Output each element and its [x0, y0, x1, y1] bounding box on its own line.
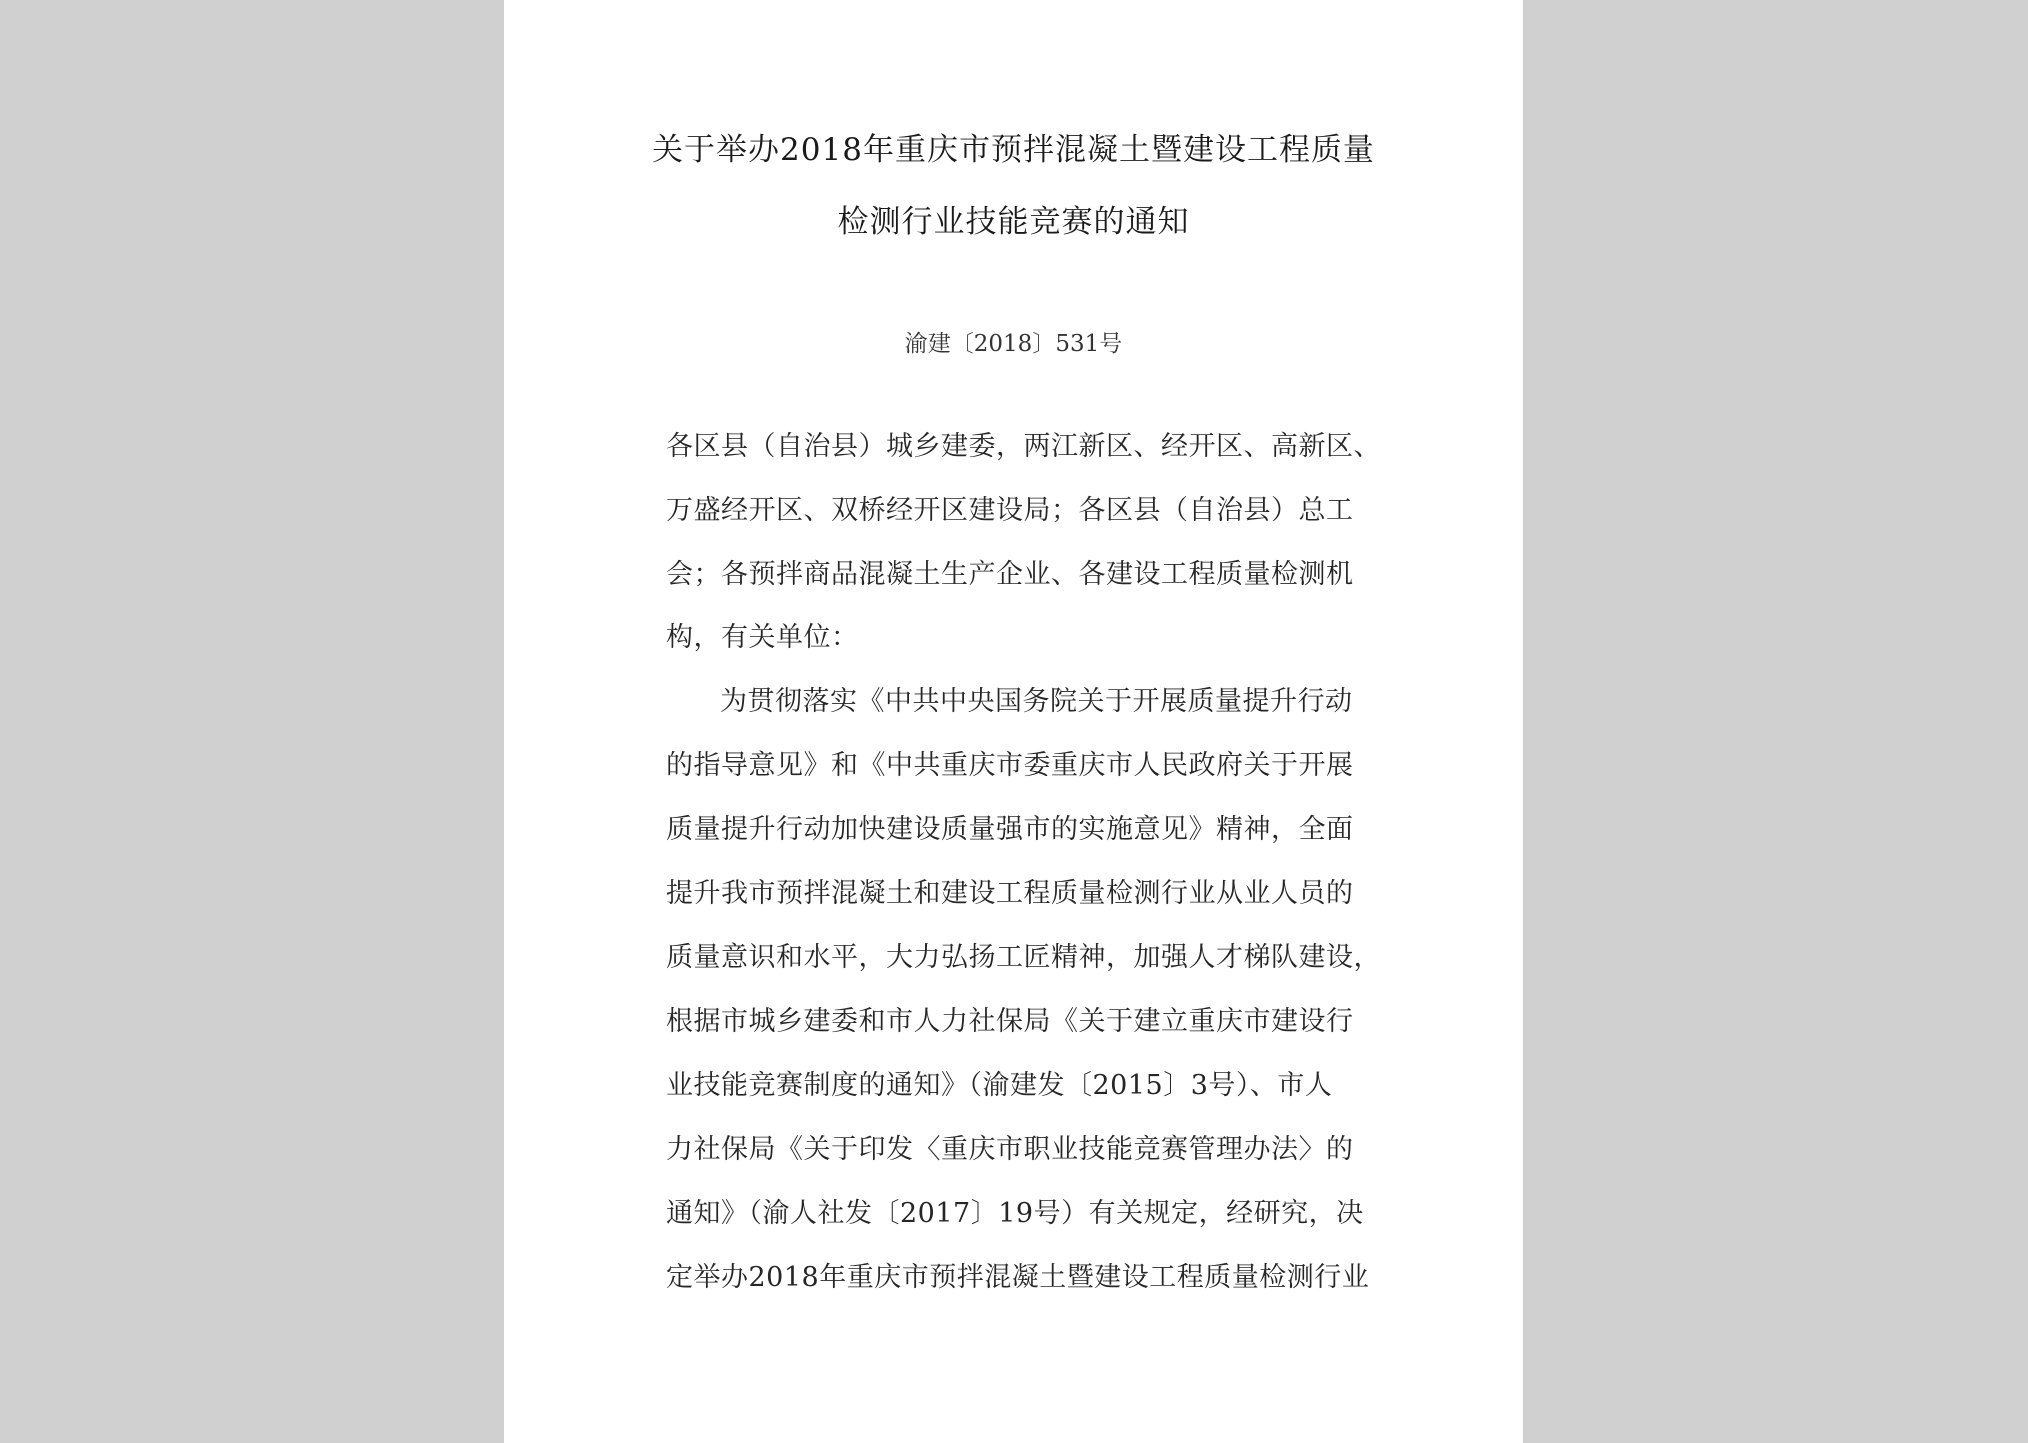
body-line-6: 根据市城乡建委和市人力社保局《关于建立重庆市建设行: [666, 1006, 1354, 1037]
document-page: [504, 0, 1523, 1443]
body-line-9: 通知》（渝人社发〔2017〕19号）有关规定，经研究，决: [666, 1198, 1364, 1229]
body-line-1: 为贯彻落实《中共中央国务院关于开展质量提升行动: [720, 686, 1353, 717]
body-line-7: 业技能竞赛制度的通知》（渝建发〔2015〕3号）、市人: [666, 1070, 1333, 1101]
body-line-10: 定举办2018年重庆市预拌混凝土暨建设工程质量检测行业: [666, 1262, 1370, 1293]
body-line-5: 质量意识和水平，大力弘扬工匠精神，加强人才梯队建设，: [666, 942, 1381, 973]
body-line-2: 的指导意见》和《中共重庆市委重庆市人民政府关于开展: [666, 750, 1354, 781]
recipient-line-4: 构，有关单位：: [666, 622, 859, 653]
title-line-2: 检测行业技能竞赛的通知: [837, 204, 1190, 240]
document-number: 渝建〔2018〕531号: [904, 331, 1123, 357]
body-line-3: 质量提升行动加快建设质量强市的实施意见》精神，全面: [666, 814, 1354, 845]
body-line-4: 提升我市预拌混凝土和建设工程质量检测行业从业人员的: [666, 878, 1354, 909]
recipient-line-1: 各区县（自治县）城乡建委，两江新区、经开区、高新区、: [666, 431, 1381, 462]
recipient-line-3: 会；各预拌商品混凝土生产企业、各建设工程质量检测机: [666, 559, 1354, 590]
title-line-1: 关于举办2018年重庆市预拌混凝土暨建设工程质量: [652, 132, 1375, 168]
recipient-line-2: 万盛经开区、双桥经开区建设局；各区县（自治县）总工: [666, 495, 1354, 526]
body-line-8: 力社保局《关于印发〈重庆市职业技能竞赛管理办法〉的: [666, 1134, 1354, 1165]
